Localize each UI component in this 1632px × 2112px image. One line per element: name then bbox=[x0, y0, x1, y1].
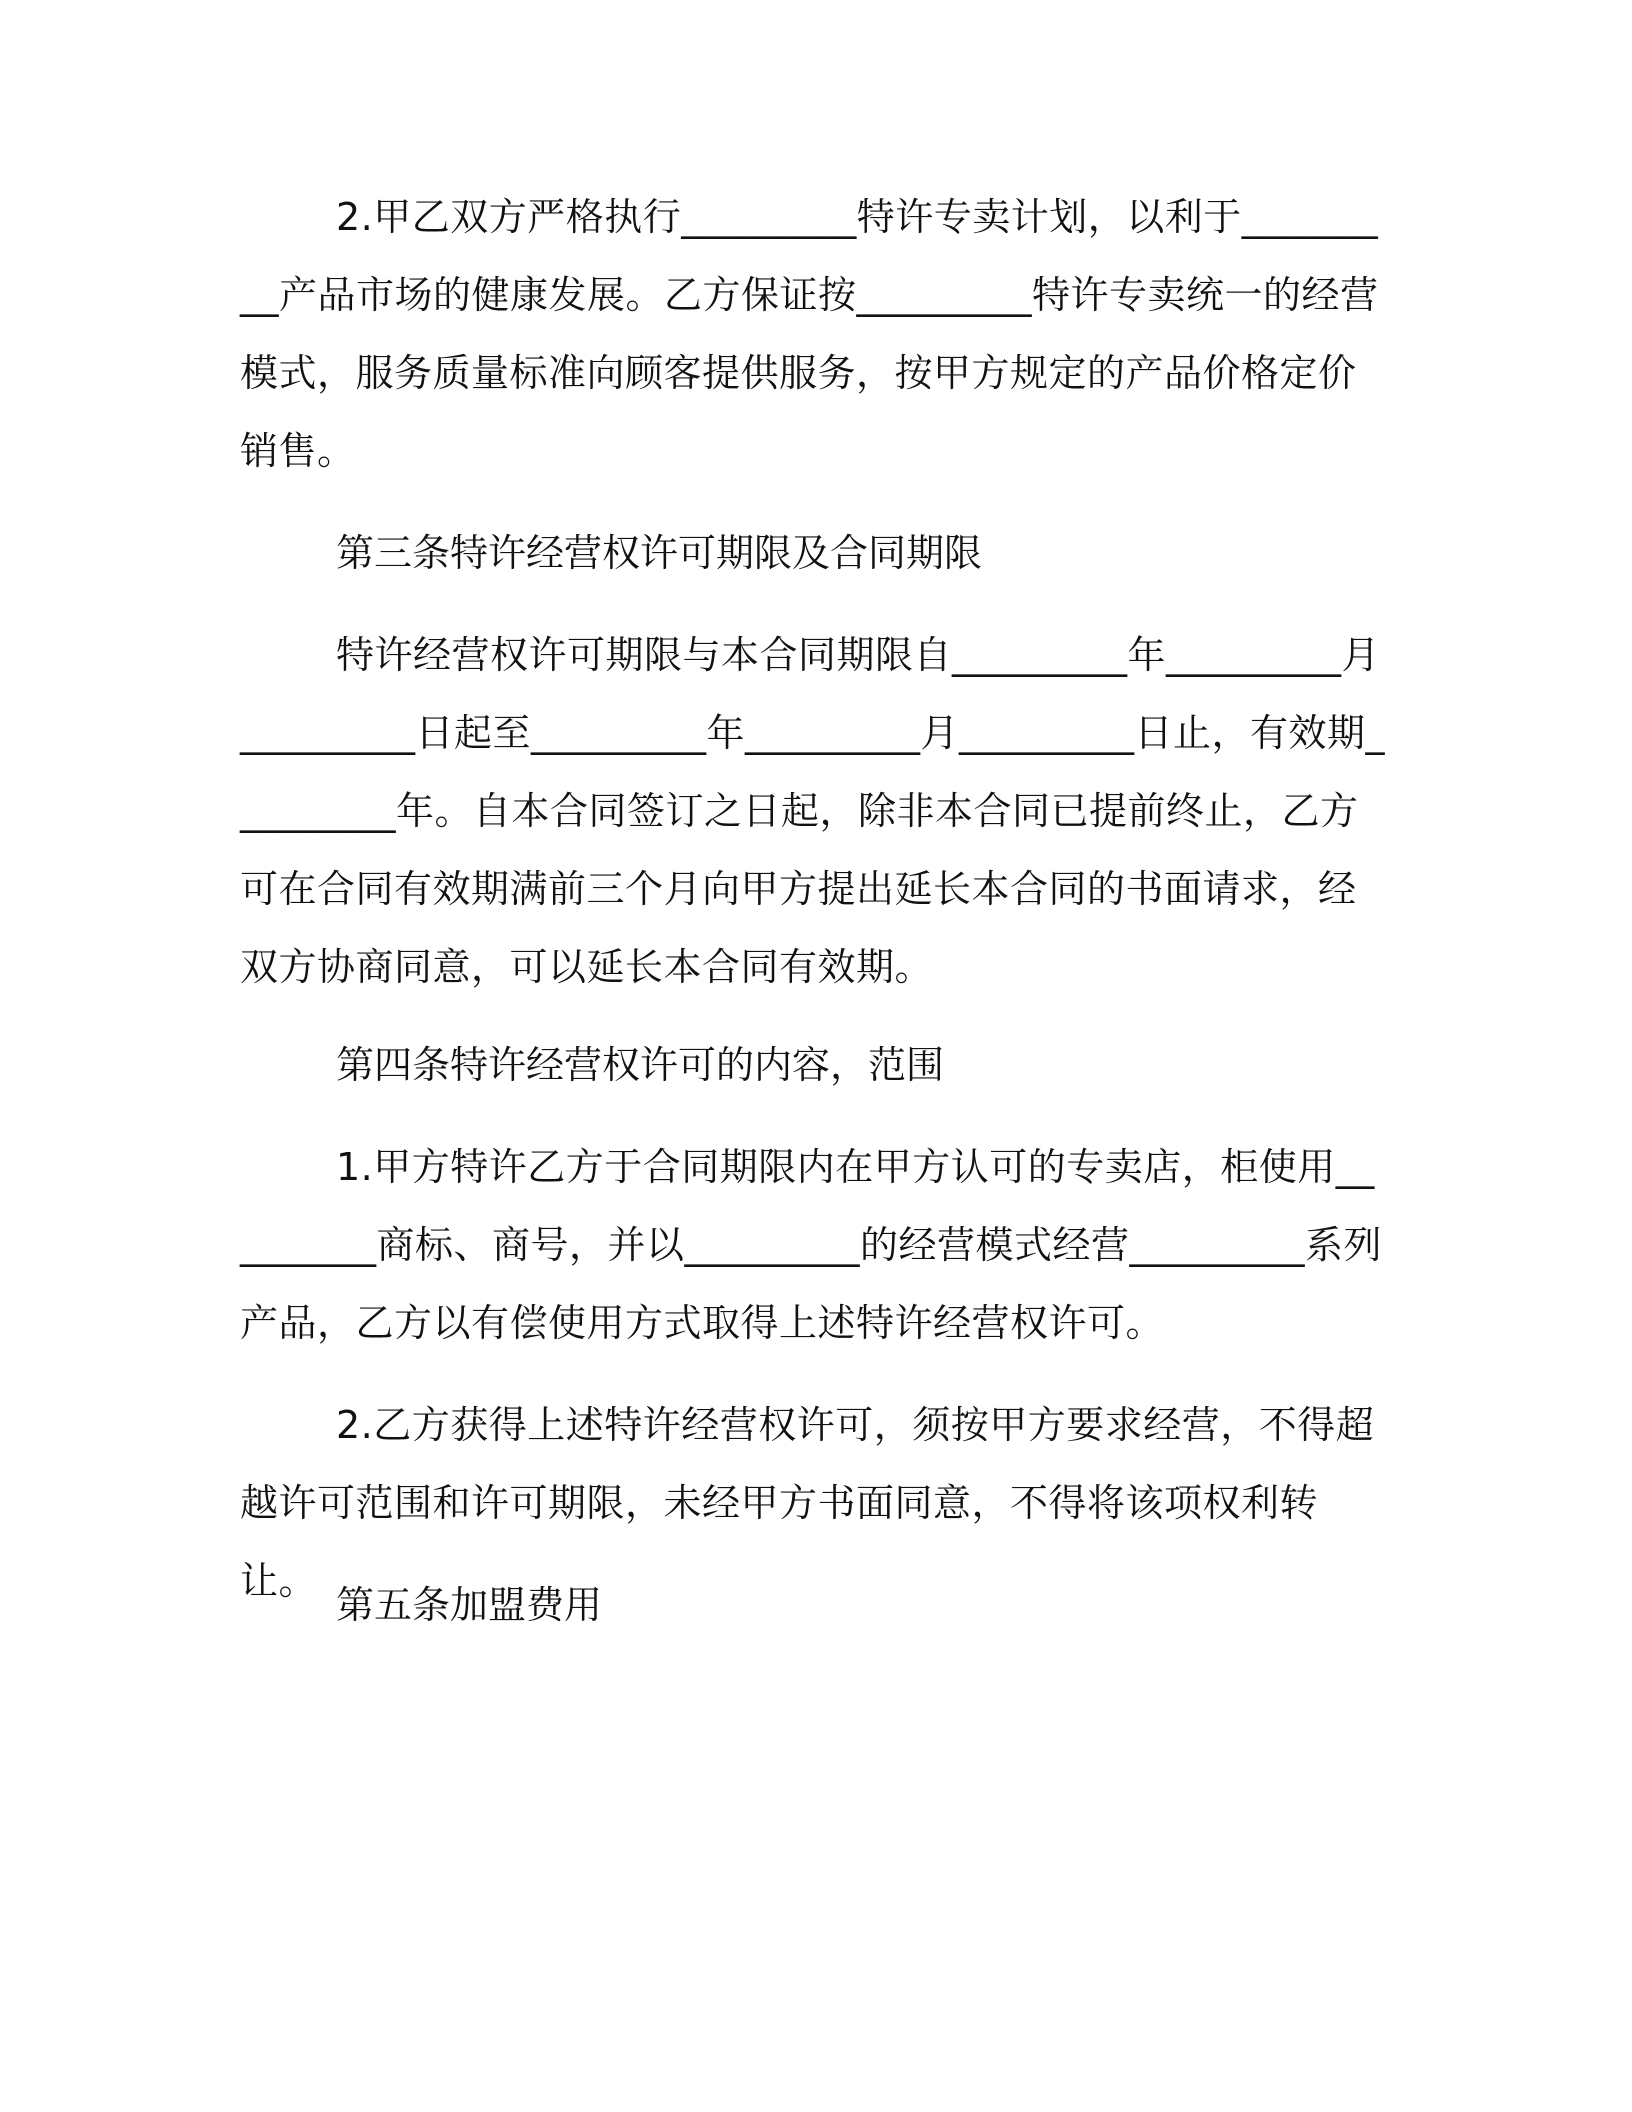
article-5-heading: 第五条加盟费用 bbox=[336, 1583, 603, 1627]
article-4-clause-2-paragraph: 2.乙方获得上述特许经营权许可，须按甲方要求经营，不得超越许可范围和许可期限，未经甲方书面同意，不得将该项权利转让。 bbox=[240, 1403, 1375, 1603]
article-4-clause-1-paragraph: 1.甲方特许乙方于合同期限内在甲方认可的专卖店，柜使用_________商标、商号，并以_________的经营模式经营_________系列产品，乙方以有偿使用方式取得上述特许经营权许可。 bbox=[240, 1145, 1383, 1345]
clause-2-paragraph: 2.甲乙双方严格执行_________特许专卖计划，以利于_________产品市场的健康发展。乙方保证按_________特许专卖统一的经营模式，服务质量标准向顾客提供服务，按甲方规定的产品价格定价销售。 bbox=[240, 195, 1379, 473]
article-4-heading: 第四条特许经营权许可的内容，范围 bbox=[336, 1043, 945, 1087]
article-3-heading: 第三条特许经营权许可期限及合同期限 bbox=[336, 531, 983, 575]
article-3-paragraph: 特许经营权许可期限与本合同期限自_________年_________月_________日起至_________年_________月_________日止，有效期_________年。自本合同签订之日起，除非本合同已提前终止，乙方可在合同有效期满前三个月向甲方提出延长本合同的书面请求，经双方协商同意，可以延长本合同有效期。 bbox=[240, 633, 1386, 989]
